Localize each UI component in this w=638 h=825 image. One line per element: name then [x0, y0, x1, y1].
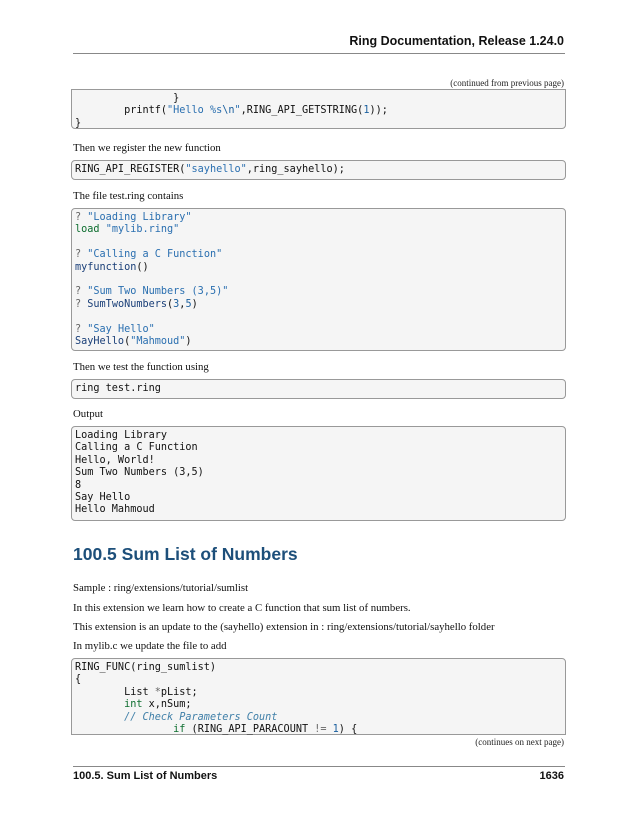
footer-rule	[73, 766, 565, 767]
code-line: printf("Hello %s\n",RING_API_GETSTRING(1));	[124, 105, 388, 117]
code-line: ? SumTwoNumbers(3,5)	[75, 298, 198, 310]
code-line	[75, 274, 565, 286]
paragraph-mylib: In mylib.c we update the file to add	[73, 640, 227, 652]
code-line: ? "Calling a C Function"	[75, 249, 223, 261]
output-line: Hello, World!	[75, 454, 155, 466]
code-line	[75, 237, 565, 249]
output-line: 8	[75, 479, 82, 491]
code-line	[75, 311, 565, 323]
paragraph-update: This extension is an update to the (sayhello) extension in : ring/extensions/tutorial/sayhello folder	[73, 621, 495, 633]
header-title: Ring Documentation, Release 1.24.0	[349, 34, 564, 48]
code-line: RING_API_REGISTER("sayhello",ring_sayhello);	[75, 164, 345, 175]
output-line: Calling a C Function	[75, 442, 198, 454]
continued-from-note: (continued from previous page)	[450, 78, 564, 88]
paragraph-output: Output	[73, 408, 103, 420]
footer-page-number: 1636	[539, 770, 564, 782]
output-line: Loading Library	[75, 430, 168, 441]
section-heading: 100.5 Sum List of Numbers	[73, 544, 298, 564]
code-line: }	[173, 93, 180, 104]
paragraph-register: Then we register the new function	[73, 142, 221, 154]
paragraph-test: Then we test the function using	[73, 361, 209, 373]
paragraph-sample: Sample : ring/extensions/tutorial/sumlist	[73, 582, 249, 594]
code-line: load "mylib.ring"	[75, 224, 180, 236]
code-block-output	[71, 426, 566, 521]
code-line: // Check Parameters Count	[124, 711, 278, 723]
code-line: }	[75, 117, 82, 129]
code-block-register	[71, 160, 566, 180]
output-line: Sum Two Numbers (3,5)	[75, 467, 204, 479]
code-line: RING_FUNC(ring_sumlist)	[75, 662, 217, 673]
footer-section-title: 100.5. Sum List of Numbers	[73, 770, 218, 782]
header-rule	[73, 53, 565, 54]
output-line: Hello Mahmoud	[75, 504, 155, 516]
code-block-test-ring	[71, 208, 566, 351]
code-line: SayHello("Mahmoud")	[75, 335, 192, 347]
code-block-command	[71, 379, 566, 399]
paragraph-file: The file test.ring contains	[73, 190, 184, 202]
code-line: int x,nSum;	[124, 699, 192, 711]
code-line: ring test.ring	[75, 383, 161, 394]
paragraph-learn: In this extension we learn how to create a C function that sum list of numbers.	[73, 602, 411, 614]
code-line: List *pList;	[124, 686, 198, 698]
code-line: ? "Loading Library"	[75, 212, 192, 223]
continues-on-note: (continues on next page)	[475, 737, 564, 747]
code-block-sumlist	[71, 658, 566, 735]
code-line: ? "Sum Two Numbers (3,5)"	[75, 286, 229, 298]
code-line: if (RING_API_PARACOUNT != 1) {	[173, 723, 358, 735]
code-line: myfunction()	[75, 261, 149, 273]
code-line: ? "Say Hello"	[75, 323, 155, 335]
output-line: Say Hello	[75, 491, 131, 503]
code-line: {	[75, 674, 82, 686]
code-block-printf	[71, 89, 566, 129]
